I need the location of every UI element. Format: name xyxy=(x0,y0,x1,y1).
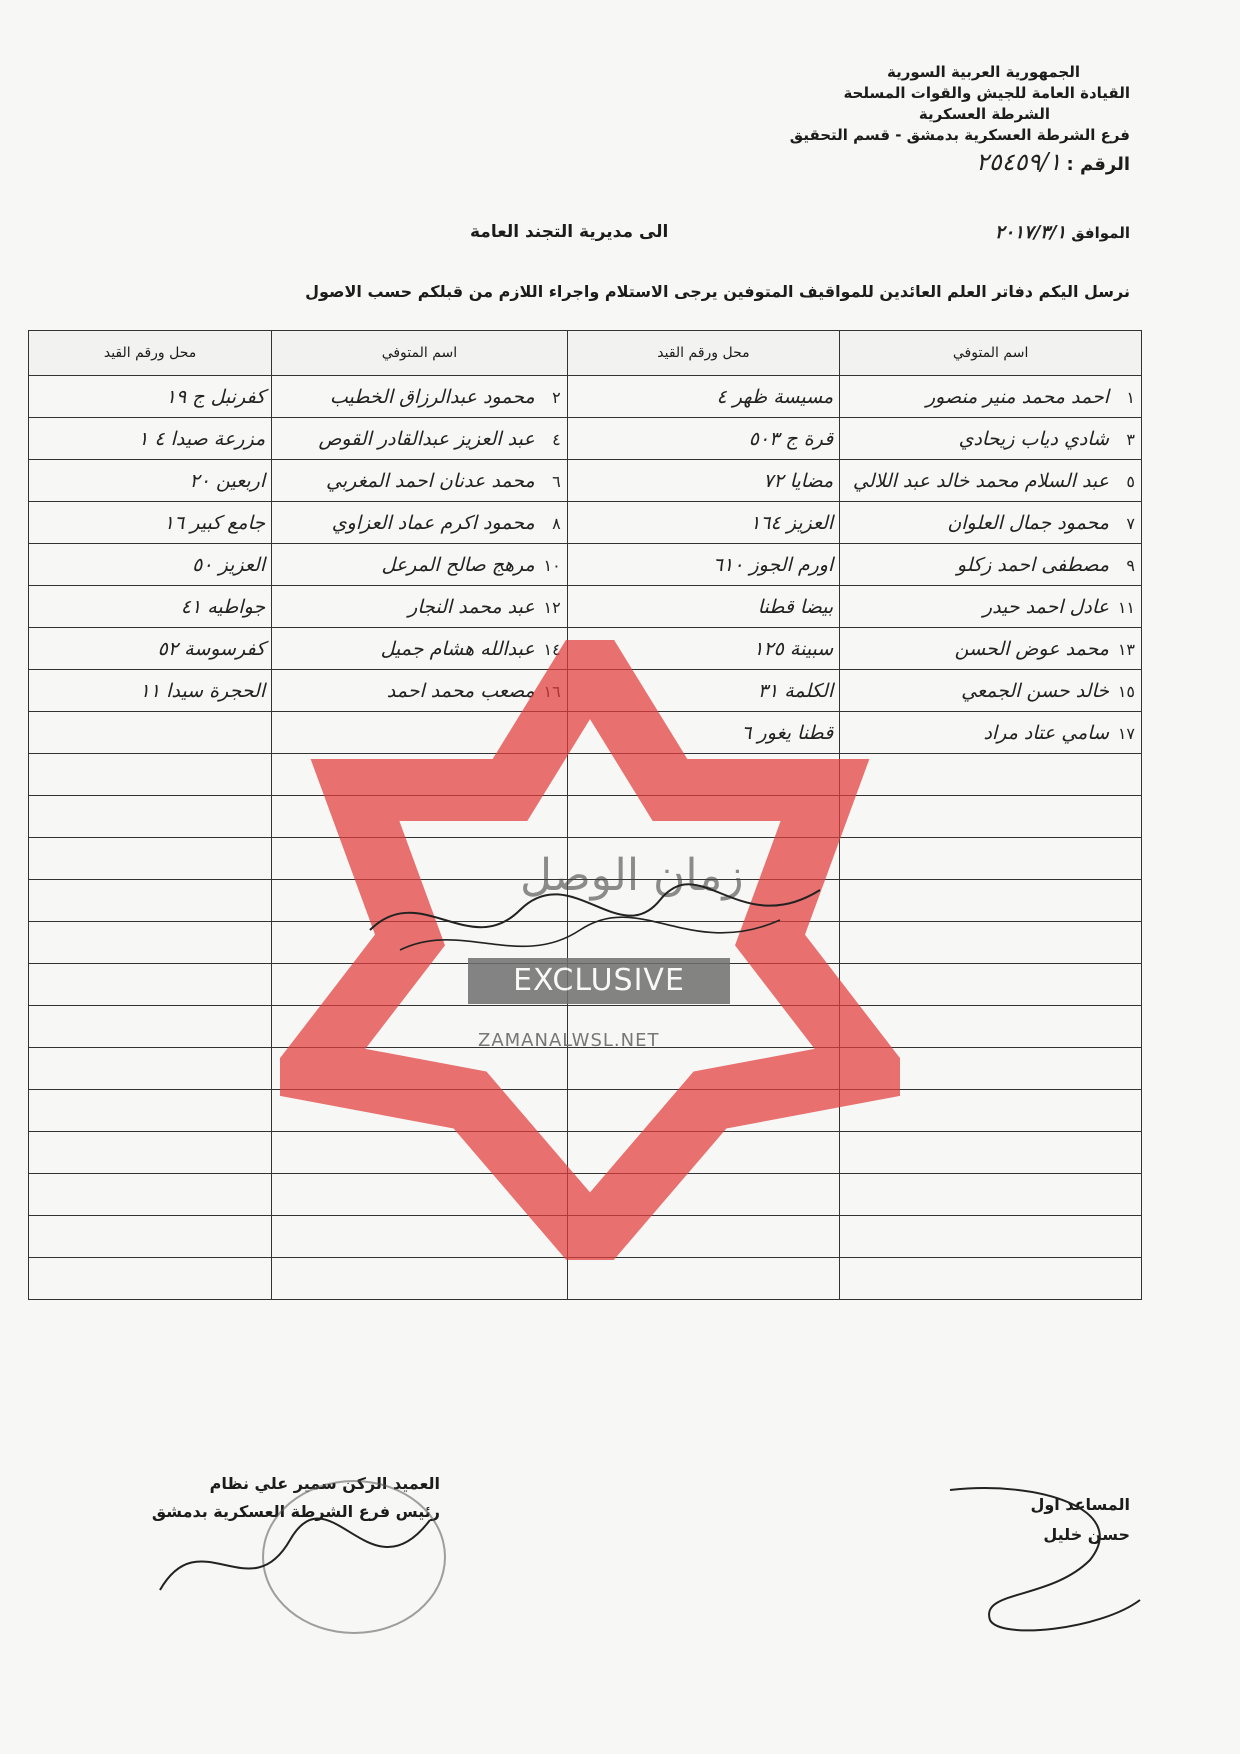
header-deceased-name-2: اسم المتوفي xyxy=(272,331,568,376)
empty-cell xyxy=(29,1048,272,1090)
empty-cell xyxy=(29,1090,272,1132)
registry-place: جامع كبير ١٦ xyxy=(163,511,266,534)
deceased-name-cell xyxy=(272,376,568,418)
table-row xyxy=(29,502,1142,544)
deceased-name-cell xyxy=(272,586,568,628)
deceased-name: عبد السلام محمد خالد عبد اللالي xyxy=(852,469,1109,492)
row-number: ٣ xyxy=(1126,429,1135,449)
table-row xyxy=(29,544,1142,586)
deceased-name: محمود اكرم عماد العزاوي xyxy=(331,511,535,534)
row-number: ٦ xyxy=(552,471,561,491)
registry-place-cell xyxy=(29,628,272,670)
deceased-name: مصطفى احمد زكلو xyxy=(956,553,1109,576)
date-line xyxy=(995,222,1130,243)
assistant-signature-scribble xyxy=(920,1470,1160,1650)
empty-cell xyxy=(272,1258,568,1300)
table-row xyxy=(29,376,1142,418)
registry-place: كفرسوسة ٥٢ xyxy=(157,637,266,660)
empty-cell xyxy=(29,1216,272,1258)
row-number: ١٣ xyxy=(1117,639,1135,659)
commander-title: العميد الركن سمير علي نظام xyxy=(209,1474,440,1493)
empty-cell xyxy=(567,1258,840,1300)
empty-cell xyxy=(840,1258,1142,1300)
header-registry-place-1: محل ورقم القيد xyxy=(567,331,840,376)
registry-place-cell xyxy=(567,586,840,628)
deceased-name: خالد حسن الجمعي xyxy=(961,679,1109,702)
deceased-name-cell xyxy=(272,544,568,586)
deceased-name: محمود جمال العلوان xyxy=(947,511,1109,534)
letterhead xyxy=(610,62,1130,176)
letterhead-line-1: الجمهورية العربية السورية xyxy=(887,63,1080,81)
registry-place-cell xyxy=(567,460,840,502)
registry-place: مضايا ٧٢ xyxy=(763,469,834,492)
date-value: ٢٠١٧/٣/١ xyxy=(994,222,1067,243)
deceased-name-cell xyxy=(840,418,1142,460)
assistant-rank: المساعد اول xyxy=(1030,1495,1130,1514)
row-number: ١٧ xyxy=(1117,723,1135,743)
header-deceased-name-1: اسم المتوفي xyxy=(840,331,1142,376)
registry-place-cell xyxy=(29,418,272,460)
registry-place-cell xyxy=(29,460,272,502)
table-row xyxy=(29,418,1142,460)
row-number: ١٠ xyxy=(543,555,561,575)
row-number: ١٢ xyxy=(543,597,561,617)
row-number: ١٦ xyxy=(543,681,561,701)
empty-table-row xyxy=(29,1258,1142,1300)
empty-cell xyxy=(29,964,272,1006)
row-number: ١١ xyxy=(1117,597,1135,617)
deceased-name-cell xyxy=(840,586,1142,628)
registry-place: قرة ج ٥٠٣ xyxy=(748,427,834,450)
registry-place-cell xyxy=(29,544,272,586)
empty-cell xyxy=(29,754,272,796)
registry-place: الحجرة سيدا ١١ xyxy=(139,679,266,702)
commander-position: رئيس فرع الشرطة العسكرية بدمشق xyxy=(151,1502,440,1521)
deceased-name: محمود عبدالرزاق الخطيب xyxy=(329,385,535,408)
table-header-row xyxy=(29,331,1142,376)
empty-cell xyxy=(29,880,272,922)
deceased-name-cell xyxy=(272,502,568,544)
registry-place-cell xyxy=(29,502,272,544)
empty-cell xyxy=(29,1174,272,1216)
deceased-name-cell xyxy=(840,502,1142,544)
deceased-name-cell xyxy=(272,418,568,460)
deceased-name: محمد عدنان احمد المغربي xyxy=(326,469,535,492)
deceased-name: عبد العزيز عبدالقادر القوص xyxy=(318,427,535,450)
registry-place: جواطيه ٤١ xyxy=(180,595,266,618)
watermark-url: ZAMANALWSL.NET xyxy=(478,1030,660,1051)
intro-text: نرسل اليكم دفاتر العلم العائدين للمواقيف المتوفين يرجى الاستلام واجراء اللازم من قبلكم حسب الاصول xyxy=(305,282,1130,301)
date-label: الموافق xyxy=(1071,224,1130,242)
registry-place-cell xyxy=(567,544,840,586)
registry-place: قطنا يغور ٦ xyxy=(741,721,834,744)
deceased-name: سامي عتاد مراد xyxy=(983,721,1109,744)
registry-place: اورم الجوز ٦١٠ xyxy=(712,553,834,576)
reference-value: ٢٥٤٥٩/١ xyxy=(975,148,1062,176)
row-number: ١٤ xyxy=(543,639,561,659)
addressee: الى مديرية التجند العامة xyxy=(470,222,669,242)
watermark-badge: EXCLUSIVE xyxy=(468,958,730,1004)
row-number: ١٥ xyxy=(1117,681,1135,701)
deceased-name: شادي دياب زيحادي xyxy=(958,427,1109,450)
letterhead-line-4: فرع الشرطة العسكرية بدمشق - قسم التحقيق xyxy=(789,126,1130,144)
registry-place: العزيز ٥٠ xyxy=(192,553,266,576)
deceased-name: عبد محمد النجار xyxy=(408,595,535,618)
deceased-name: مرهج صالح المرعل xyxy=(381,553,535,576)
registry-place: سبينة ١٢٥ xyxy=(753,637,834,660)
empty-cell xyxy=(29,1006,272,1048)
row-number: ٤ xyxy=(552,429,561,449)
letterhead-line-3: الشرطة العسكرية xyxy=(918,105,1050,123)
registry-place-cell xyxy=(29,670,272,712)
row-number: ٩ xyxy=(1126,555,1135,575)
reference-number xyxy=(610,148,1130,176)
registry-place: اربعين ٢٠ xyxy=(189,469,266,492)
row-number: ٢ xyxy=(552,387,561,407)
assistant-name: حسن خليل xyxy=(1043,1525,1130,1544)
deceased-name-cell xyxy=(840,376,1142,418)
registry-place-cell xyxy=(29,712,272,754)
registry-place-cell xyxy=(567,502,840,544)
registry-place: مسيسة ظهر ٤ xyxy=(716,385,834,408)
letterhead-line-2: القيادة العامة للجيش والقوات المسلحة xyxy=(843,84,1130,102)
deceased-name-cell xyxy=(272,460,568,502)
registry-place-cell xyxy=(567,376,840,418)
table-row xyxy=(29,460,1142,502)
row-number: ٧ xyxy=(1126,513,1135,533)
registry-place: العزيز ١٦٤ xyxy=(750,511,834,534)
empty-cell xyxy=(29,796,272,838)
empty-cell xyxy=(29,838,272,880)
deceased-name: احمد محمد منير منصور xyxy=(925,385,1109,408)
handwritten-signature-center xyxy=(360,860,840,980)
deceased-name: محمد عوض الحسن xyxy=(954,637,1109,660)
deceased-name: عبدالله هشام جميل xyxy=(380,637,535,660)
deceased-name-cell xyxy=(840,460,1142,502)
header-registry-place-2: محل ورقم القيد xyxy=(29,331,272,376)
empty-cell xyxy=(29,1132,272,1174)
registry-place: الكلمة ٣١ xyxy=(757,679,834,702)
row-number: ٨ xyxy=(552,513,561,533)
commander-signature-scribble xyxy=(140,1500,440,1620)
empty-cell xyxy=(29,922,272,964)
registry-place: بيضا قطنا xyxy=(757,595,834,618)
table-row xyxy=(29,586,1142,628)
registry-place-cell xyxy=(29,376,272,418)
deceased-name-cell xyxy=(840,544,1142,586)
empty-cell xyxy=(29,1258,272,1300)
deceased-name: عادل احمد حيدر xyxy=(982,595,1109,618)
row-number: ١ xyxy=(1126,387,1135,407)
deceased-name: مصعب محمد احمد xyxy=(386,679,535,702)
registry-place: مزرعة صيدا ٤ ١ xyxy=(138,427,266,450)
reference-label: الرقم : xyxy=(1066,154,1130,175)
registry-place: كفرنبل ج ١٩ xyxy=(165,385,266,408)
row-number: ٥ xyxy=(1126,471,1135,491)
watermark-logo: زمان الوصل xyxy=(520,850,744,901)
registry-place-cell xyxy=(29,586,272,628)
registry-place-cell xyxy=(567,418,840,460)
